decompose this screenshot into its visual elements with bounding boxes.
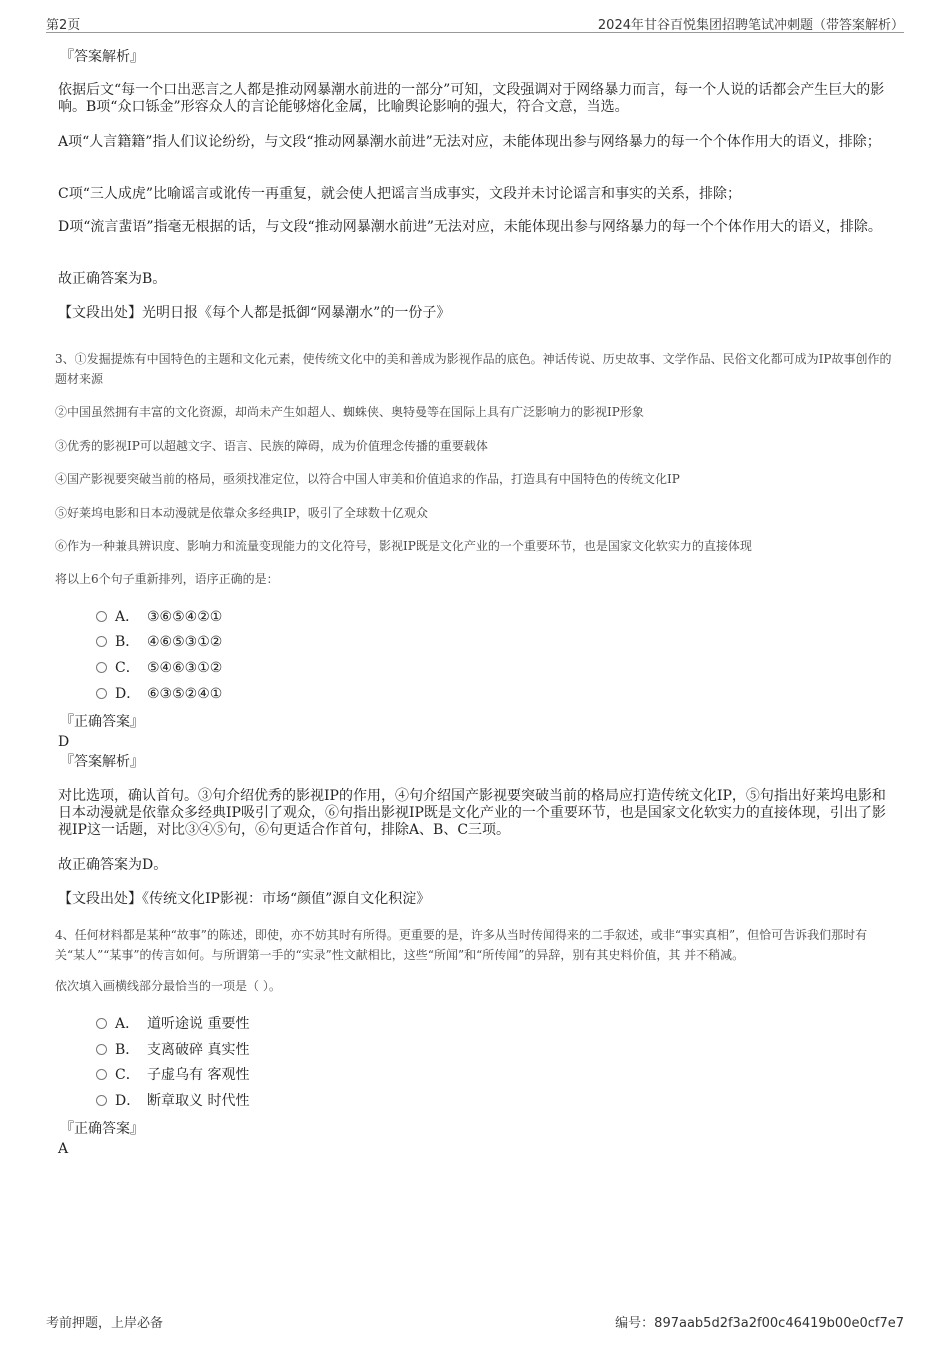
footer-slogan: 考前押题，上岸必备 (46, 1316, 164, 1331)
radio-icon[interactable] (96, 1018, 107, 1029)
document-id: 编号：897aab5d2f3a2f00c46419b00e0cf7e7 (615, 1316, 904, 1331)
q3-analysis: 对比选项，确认首句。③句介绍优秀的影视IP的作用，④句介绍国产影视要突破当前的格局应打造传统文化IP，⑤句指出好莱坞电影和日本动漫就是依靠众多经典IP吸引了观众，⑥句指出影视IP既是文化产业的一个重要环节，也是国家文化软实力的直接体现，引出了影视IP这一话题，对比③④⑤句，⑥句更适合作首句，排除A、B、C三项。 (58, 788, 886, 838)
q2-analysis-p2: A项“人言籍籍”指人们议论纷纷，与文段“推动网暴潮水前进”无法对应，未能体现出参与网络暴力的每一个个体作用大的语义，排除； (58, 134, 881, 150)
q2-analysis-label: 『答案解析』 (60, 49, 144, 65)
q3-answer: D (58, 734, 70, 750)
q2-analysis-p4: D项“流言蜚语”指毫无根据的话，与文段“推动网暴潮水前进”无法对应，未能体现出参与网络暴力的每一个个体作用大的语义，排除。 (58, 219, 882, 235)
q2-source: 【文段出处】光明日报《每个人都是抵御“网暴潮水”的一份子》 (58, 305, 451, 321)
q3-answer-label: 『正确答案』 (60, 714, 144, 730)
q3-analysis-label: 『答案解析』 (60, 754, 144, 770)
radio-icon[interactable] (96, 1069, 107, 1080)
q2-analysis-p1: 依据后文“每一个口出恶言之人都是推动网暴潮水前进的一部分”可知，文段强调对于网络暴力而言，每一个人说的话都会产生巨大的影响。B项“众口铄金”形容众人的言论能够熔化金属，比喻舆论影响的强大，符合文意，当选。 (58, 82, 885, 115)
q3-option-c[interactable]: C． ⑤④⑥③①② (96, 660, 222, 677)
q4-stem: 4、任何材料都是某种“故事”的陈述，即使，亦不妨其时有所得。更重要的是，许多从当时传闻得来的二手叙述，或非“事实真相”，但恰可告诉我们那时有关“某人”“某事”的传言如何。与所谓第一手的“实录”性文献相比，这些“所闻”和“所传闻”的异辞，别有其史料价值，其 并不稍减。 (55, 928, 868, 962)
page-header (46, 14, 904, 33)
q3-sentence-5: ⑤好莱坞电影和日本动漫就是依靠众多经典IP，吸引了全球数十亿观众 (55, 506, 428, 520)
q3-conclusion: 故正确答案为D。 (58, 857, 168, 873)
q3-option-a[interactable]: A． ③⑥⑤④②① (96, 609, 222, 626)
radio-icon[interactable] (96, 1095, 107, 1106)
radio-icon[interactable] (96, 636, 107, 647)
q3-sentence-6: ⑥作为一种兼具辨识度、影响力和流量变现能力的文化符号，影视IP既是文化产业的一个重要环节，也是国家文化软实力的直接体现 (55, 539, 752, 553)
radio-icon[interactable] (96, 662, 107, 673)
radio-icon[interactable] (96, 1044, 107, 1055)
page-number: 第2页 (46, 18, 81, 33)
q3-prompt: 将以上6个句子重新排列，语序正确的是： (55, 572, 279, 586)
q3-option-d[interactable]: D． ⑥③⑤②④① (96, 686, 222, 703)
q3-sentence-1: 3、①发掘提炼有中国特色的主题和文化元素，使传统文化中的美和善成为影视作品的底色。神话传说、历史故事、文学作品、民俗文化都可成为IP故事创作的题材来源 (55, 352, 892, 386)
q4-option-d[interactable]: D． 断章取义 时代性 (96, 1093, 249, 1110)
document-title: 2024年甘谷百悦集团招聘笔试冲刺题（带答案解析） (597, 18, 904, 33)
q3-sentence-2: ②中国虽然拥有丰富的文化资源，却尚未产生如超人、蜘蛛侠、奥特曼等在国际上具有广泛影响力的影视IP形象 (55, 405, 644, 419)
q4-option-b[interactable]: B． 支离破碎 真实性 (96, 1042, 249, 1059)
q3-option-b[interactable]: B． ④⑥⑤③①② (96, 634, 222, 651)
q4-answer: A (58, 1141, 69, 1157)
q2-conclusion: 故正确答案为B。 (58, 271, 167, 287)
q4-option-a[interactable]: A． 道听途说 重要性 (96, 1016, 249, 1033)
q3-sentence-3: ③优秀的影视IP可以超越文字、语言、民族的障碍，成为价值理念传播的重要载体 (55, 439, 488, 453)
radio-icon[interactable] (96, 611, 107, 622)
q3-sentence-4: ④国产影视要突破当前的格局，亟须找准定位，以符合中国人审美和价值追求的作品，打造具有中国特色的传统文化IP (55, 472, 680, 486)
radio-icon[interactable] (96, 688, 107, 699)
q4-option-c[interactable]: C． 子虚乌有 客观性 (96, 1067, 249, 1084)
q2-analysis-p3: C项“三人成虎”比喻谣言或讹传一再重复，就会使人把谣言当成事实，文段并未讨论谣言和事实的关系，排除； (58, 186, 742, 202)
q3-source: 【文段出处】《传统文化IP影视：市场“颜值”源自文化积淀》 (58, 891, 431, 907)
q4-answer-label: 『正确答案』 (60, 1121, 144, 1137)
q4-prompt: 依次填入画横线部分最恰当的一项是（ ）。 (55, 979, 281, 993)
page-footer (46, 1312, 904, 1330)
